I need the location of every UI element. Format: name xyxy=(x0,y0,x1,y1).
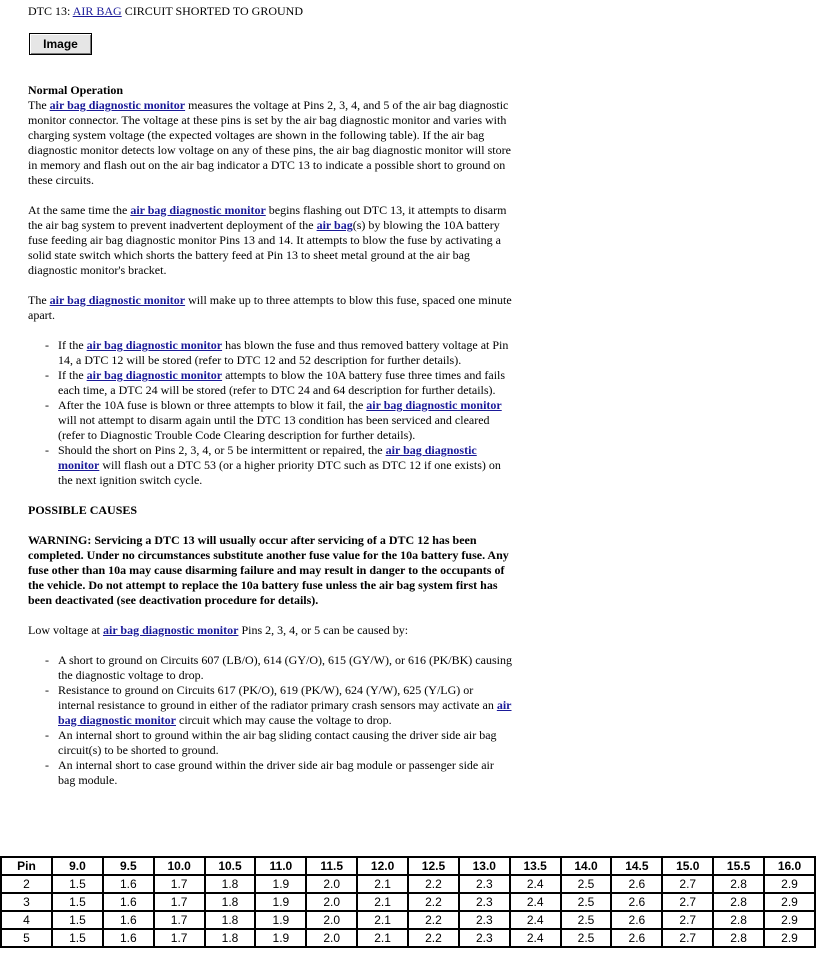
voltage-cell: 2.7 xyxy=(662,893,713,911)
voltage-cell: 2.6 xyxy=(611,929,662,947)
text: will not attempt to disarm again until the DTC 13 condition has been serviced and cleared (refer to Diagnostic Trouble Code Clearing description for further details). xyxy=(58,413,490,442)
voltage-cell: 1.6 xyxy=(103,875,154,893)
voltage-cell: 2.6 xyxy=(611,911,662,929)
list-item xyxy=(58,758,512,788)
pin-voltage-table xyxy=(0,856,816,948)
voltage-cell: 1.7 xyxy=(154,875,205,893)
voltage-cell: 2.6 xyxy=(611,875,662,893)
table-row xyxy=(1,875,815,893)
text: has blown the fuse and thus removed battery voltage at Pin 14, a DTC 12 will be stored (refer to DTC 12 and 52 description for further details). xyxy=(58,338,509,367)
text: attempts to blow the 10A battery fuse three times and fails each time, a DTC 24 will be stored (refer to DTC 24 and 64 description for further details). xyxy=(58,368,506,397)
document-body xyxy=(28,83,512,788)
voltage-cell: 1.7 xyxy=(154,911,205,929)
voltage-cell: 2.4 xyxy=(510,875,561,893)
voltage-cell: 1.7 xyxy=(154,893,205,911)
header-cell: 11.5 xyxy=(306,857,357,875)
voltage-cell: 2.0 xyxy=(306,929,357,947)
header-cell: 9.5 xyxy=(103,857,154,875)
header-cell: 16.0 xyxy=(764,857,815,875)
list-item xyxy=(58,338,512,368)
paragraph-2 xyxy=(28,203,512,278)
voltage-cell: 2.2 xyxy=(408,875,459,893)
voltage-cell: 2.1 xyxy=(357,911,408,929)
voltage-cell: 2.3 xyxy=(459,875,510,893)
voltage-cell: 2.9 xyxy=(764,911,815,929)
air-bag-diagnostic-monitor-link[interactable]: air bag diagnostic monitor xyxy=(86,368,223,382)
voltage-cell: 2.2 xyxy=(408,893,459,911)
voltage-cell: 1.9 xyxy=(255,911,306,929)
voltage-cell: 2.7 xyxy=(662,875,713,893)
header-cell: 14.0 xyxy=(561,857,612,875)
air-bag-link[interactable]: air bag xyxy=(316,218,353,232)
list-item xyxy=(58,653,512,683)
voltage-cell: 2.0 xyxy=(306,875,357,893)
text: will make up to three attempts to blow this fuse, spaced one minute apart. xyxy=(28,293,512,322)
table-row xyxy=(1,893,815,911)
voltage-cell: 1.7 xyxy=(154,929,205,947)
text: begins flashing out DTC 13, it attempts to disarm the air bag system to prevent inadvertent deployment of the xyxy=(28,203,507,232)
list-item xyxy=(58,683,512,728)
voltage-cell: 2.5 xyxy=(561,929,612,947)
voltage-cell: 1.9 xyxy=(255,875,306,893)
voltage-cell: 2.1 xyxy=(357,875,408,893)
header-cell: 14.5 xyxy=(611,857,662,875)
voltage-cell: 1.6 xyxy=(103,929,154,947)
text: An internal short to case ground within the driver side air bag module or passenger side air bag module. xyxy=(58,758,494,787)
header-cell: 9.0 xyxy=(52,857,103,875)
header-cell: 15.5 xyxy=(713,857,764,875)
text: The xyxy=(28,98,50,112)
header-cell: 13.5 xyxy=(510,857,561,875)
air-bag-diagnostic-monitor-link[interactable]: air bag diagnostic monitor xyxy=(366,398,502,412)
header-cell: 13.0 xyxy=(459,857,510,875)
normal-operation-list xyxy=(28,338,512,488)
air-bag-diagnostic-monitor-link[interactable]: air bag diagnostic monitor xyxy=(102,623,239,637)
voltage-cell: 1.5 xyxy=(52,893,103,911)
voltage-cell: 2.9 xyxy=(764,875,815,893)
paragraph-3 xyxy=(28,293,512,323)
voltage-cell: 2.7 xyxy=(662,911,713,929)
voltage-cell: 2.1 xyxy=(357,893,408,911)
list-item xyxy=(58,443,512,488)
air-bag-diagnostic-monitor-link[interactable]: air bag diagnostic monitor xyxy=(49,293,186,307)
title-air-bag-link[interactable]: AIR BAG xyxy=(72,4,122,18)
voltage-cell: 1.5 xyxy=(52,911,103,929)
pin-number-cell: 4 xyxy=(1,911,52,929)
page-title xyxy=(28,4,303,19)
text: circuit which may cause the voltage to drop. xyxy=(176,713,392,727)
voltage-cell: 2.3 xyxy=(459,893,510,911)
voltage-cell: 2.4 xyxy=(510,893,561,911)
voltage-cell: 1.5 xyxy=(52,929,103,947)
voltage-cell: 1.6 xyxy=(103,893,154,911)
voltage-cell: 1.8 xyxy=(205,875,256,893)
header-cell: 12.5 xyxy=(408,857,459,875)
paragraph-1 xyxy=(28,98,512,188)
voltage-cell: 2.2 xyxy=(408,929,459,947)
voltage-cell: 1.9 xyxy=(255,893,306,911)
text: A short to ground on Circuits 607 (LB/O), 614 (GY/O), 615 (GY/W), or 616 (PK/BK) causing the diagnostic voltage to drop. xyxy=(58,653,512,682)
voltage-cell: 2.8 xyxy=(713,911,764,929)
text: At the same time the xyxy=(28,203,131,217)
text: The xyxy=(28,293,50,307)
table-row xyxy=(1,911,815,929)
voltage-cell: 2.0 xyxy=(306,893,357,911)
pin-number-cell: 3 xyxy=(1,893,52,911)
list-item xyxy=(58,398,512,443)
voltage-cell: 2.9 xyxy=(764,893,815,911)
possible-causes-heading: POSSIBLE CAUSES xyxy=(28,503,138,517)
voltage-cell: 2.3 xyxy=(459,911,510,929)
text: Pins 2, 3, 4, or 5 can be caused by: xyxy=(238,623,409,637)
voltage-cell: 2.4 xyxy=(510,911,561,929)
header-cell: 10.5 xyxy=(205,857,256,875)
voltage-cell: 1.8 xyxy=(205,911,256,929)
header-cell: 12.0 xyxy=(357,857,408,875)
text: If the xyxy=(58,338,87,352)
table-row xyxy=(1,929,815,947)
list-item xyxy=(58,728,512,758)
voltage-cell: 2.8 xyxy=(713,893,764,911)
voltage-cell: 1.8 xyxy=(205,893,256,911)
air-bag-diagnostic-monitor-link[interactable]: air bag diagnostic monitor xyxy=(58,443,477,472)
text: will flash out a DTC 53 (or a higher priority DTC such as DTC 12 if one exists) on the next ignition switch cycle. xyxy=(58,458,501,487)
voltage-cell: 2.6 xyxy=(611,893,662,911)
table-header-row xyxy=(1,857,815,875)
text: Should the short on Pins 2, 3, 4, or 5 be intermittent or repaired, the xyxy=(58,443,386,457)
voltage-cell: 2.5 xyxy=(561,875,612,893)
voltage-cell: 1.8 xyxy=(205,929,256,947)
voltage-cell: 2.9 xyxy=(764,929,815,947)
title-suffix: CIRCUIT SHORTED TO GROUND xyxy=(121,4,303,18)
header-cell: 15.0 xyxy=(662,857,713,875)
voltage-cell: 2.0 xyxy=(306,911,357,929)
pin-number-cell: 5 xyxy=(1,929,52,947)
image-button[interactable]: Image xyxy=(29,33,92,55)
air-bag-diagnostic-monitor-link[interactable]: air bag diagnostic monitor xyxy=(86,338,223,352)
voltage-cell: 1.5 xyxy=(52,875,103,893)
title-prefix: DTC 13: xyxy=(28,4,73,18)
voltage-cell: 2.3 xyxy=(459,929,510,947)
warning-text: WARNING: Servicing a DTC 13 will usually occur after servicing of a DTC 12 has been completed. Under no circumstances substitute another fuse value for the 10a battery fuse. Any fuse other than 10a may cause disarming failure and may result in danger to the occupants of the vehicle. Do not attempt to replace the 10a battery fuse unless the air bag system first has been deactivated (see deactivation procedure for details). xyxy=(28,533,509,607)
text: After the 10A fuse is blown or three attempts to blow it fail, the xyxy=(58,398,367,412)
list-item xyxy=(58,368,512,398)
voltage-cell: 2.4 xyxy=(510,929,561,947)
pin-number-cell: 2 xyxy=(1,875,52,893)
air-bag-diagnostic-monitor-link[interactable]: air bag diagnostic monitor xyxy=(58,698,512,727)
header-cell: 11.0 xyxy=(255,857,306,875)
voltage-cell: 2.1 xyxy=(357,929,408,947)
voltage-cell: 2.5 xyxy=(561,893,612,911)
voltage-cell: 2.8 xyxy=(713,875,764,893)
text: If the xyxy=(58,368,87,382)
text: measures the voltage at Pins 2, 3, 4, and 5 of the air bag diagnostic monitor connector. The voltage at these pins is set by the air bag diagnostic monitor and varies with charging system voltage (the expected voltages are shown in the following table). If the air bag diagnostic monitor detects low voltage on any of these pins, the air bag diagnostic monitor will store in memory and flash out on the air bag indicator a DTC 13 to indicate a possible short to ground on these circuits. xyxy=(28,98,511,187)
voltage-cell: 1.6 xyxy=(103,911,154,929)
air-bag-diagnostic-monitor-link[interactable]: air bag diagnostic monitor xyxy=(49,98,186,112)
header-cell: Pin xyxy=(1,857,52,875)
text: Resistance to ground on Circuits 617 (PK/O), 619 (PK/W), 624 (Y/W), 625 (Y/LG) or internal resistance to ground in either of the radiator primary crash sensors may activate an xyxy=(58,683,497,712)
voltage-cell: 2.7 xyxy=(662,929,713,947)
possible-causes-list xyxy=(28,653,512,788)
voltage-cell: 1.9 xyxy=(255,929,306,947)
air-bag-diagnostic-monitor-link[interactable]: air bag diagnostic monitor xyxy=(130,203,266,217)
text: (s) by blowing the 10A battery fuse feeding air bag diagnostic monitor Pins 13 and 14. It attempts to blow the fuse by activating a solid state switch which shorts the battery feed at Pin 13 to sheet metal ground at the air bag diagnostic monitor's bracket. xyxy=(28,218,501,277)
normal-operation-heading: Normal Operation xyxy=(28,83,123,97)
header-cell: 10.0 xyxy=(154,857,205,875)
text: An internal short to ground within the air bag sliding contact causing the driver side air bag circuit(s) to be shorted to ground. xyxy=(58,728,497,757)
text: Low voltage at xyxy=(28,623,103,637)
voltage-cell: 2.8 xyxy=(713,929,764,947)
voltage-cell: 2.5 xyxy=(561,911,612,929)
voltage-cell: 2.2 xyxy=(408,911,459,929)
low-voltage-paragraph xyxy=(28,623,512,638)
